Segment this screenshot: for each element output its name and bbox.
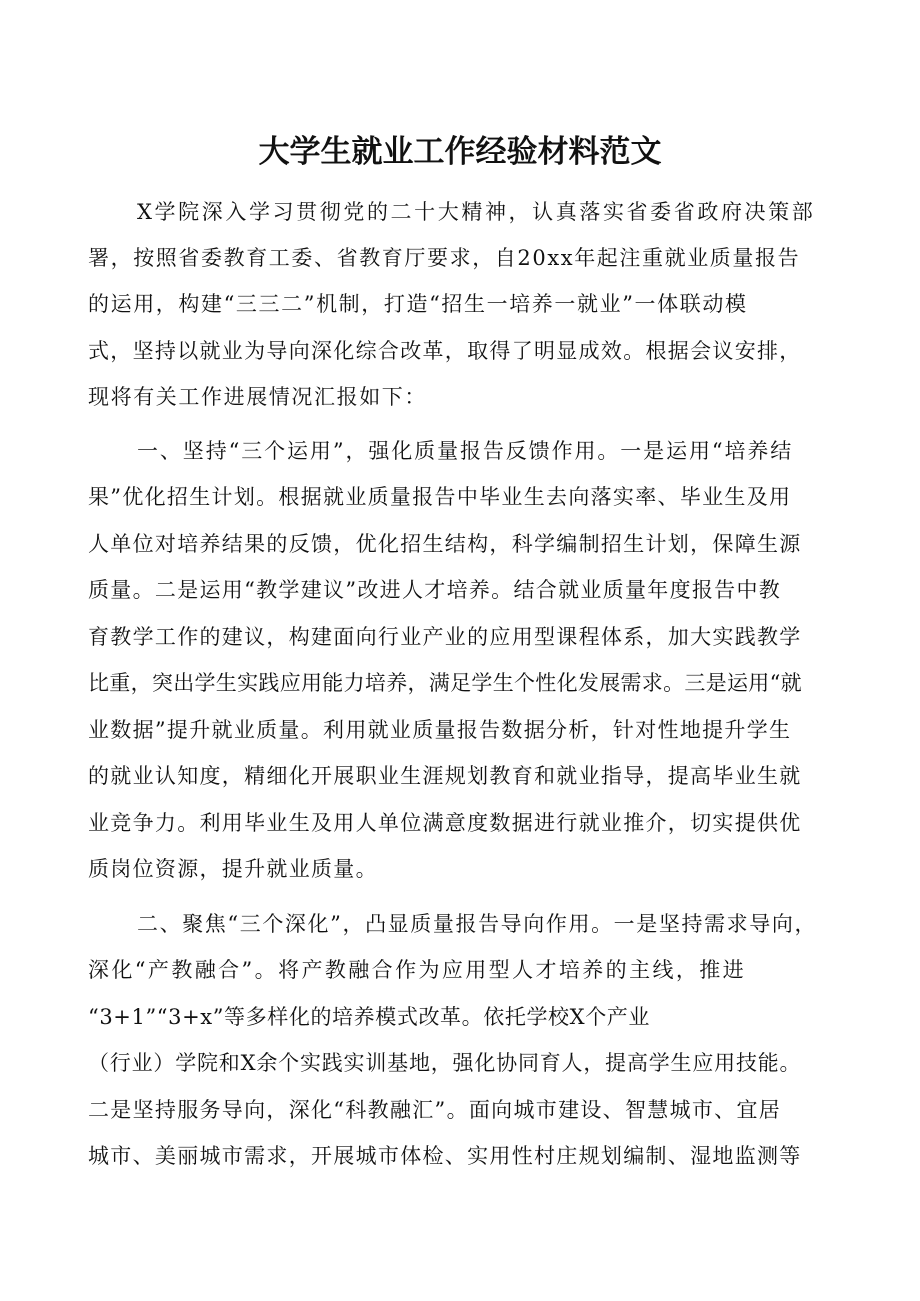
paragraph-line: X学院深入学习贯彻党的二十大精神，认真落实省委省政府决策部 (137, 200, 816, 224)
paragraph-line: 育教学工作的建议，构建面向行业产业的应用型课程体系，加大实践教学 (88, 625, 802, 649)
document-title: 大学生就业工作经验材料范文 (258, 134, 662, 170)
paragraph-line: “3+1”“3+x”等多样化的培养模式改革。依托学校X个产业 (88, 1005, 651, 1029)
paragraph-line: 果”优化招生计划。根据就业质量报告中毕业生去向落实率、毕业生及用 (88, 485, 792, 509)
paragraph-line: 现将有关工作进展情况汇报如下： (88, 385, 427, 409)
paragraph-line: 比重，突出学生实践应用能力培养，满足学生个性化发展需求。三是运用“就 (88, 671, 802, 695)
paragraph-line: 署，按照省委教育工委、省教育厅要求，自20xx年起注重就业质量报告 (88, 246, 801, 270)
paragraph-line: 业数据”提升就业质量。利用就业质量报告数据分析，针对性地提升学生 (88, 718, 792, 742)
paragraph-line: 质岗位资源，提升就业质量。 (88, 857, 378, 881)
paragraph-line: 二、聚焦“三个深化”，凸显质量报告导向作用。一是坚持需求导向， (137, 912, 818, 936)
paragraph-line: 的就业认知度，精细化开展职业生涯规划教育和就业指导，提高毕业生就 (88, 764, 802, 788)
paragraph-line: 二是坚持服务导向，深化“科教融汇”。面向城市建设、智慧城市、宜居 (88, 1098, 782, 1122)
paragraph-line: 一、坚持“三个运用”，强化质量报告反馈作用。一是运用“培养结 (137, 439, 794, 463)
paragraph-line: （行业）学院和X余个实践实训基地，强化协同育人，提高学生应用技能。 (88, 1051, 802, 1075)
paragraph-line: 业竞争力。利用毕业生及用人单位满意度数据进行就业推介，切实提供优 (88, 811, 802, 835)
paragraph-line: 质量。二是运用“教学建议”改进人才培养。结合就业质量年度报告中教 (88, 578, 782, 602)
paragraph-line: 人单位对培养结果的反馈，优化招生结构，科学编制招生计划，保障生源 (88, 532, 802, 556)
paragraph-line: 的运用，构建“三三二”机制，打造“招生一培养一就业”一体联动模 (88, 292, 748, 316)
paragraph-line: 城市、美丽城市需求，开展城市体检、实用性村庄规划编制、湿地监测等 (88, 1144, 802, 1168)
paragraph-line: 深化“产教融合”。将产教融合作为应用型人才培养的主线，推进 (88, 958, 747, 982)
paragraph-line: 式，坚持以就业为导向深化综合改革，取得了明显成效。根据会议安排， (88, 339, 802, 363)
